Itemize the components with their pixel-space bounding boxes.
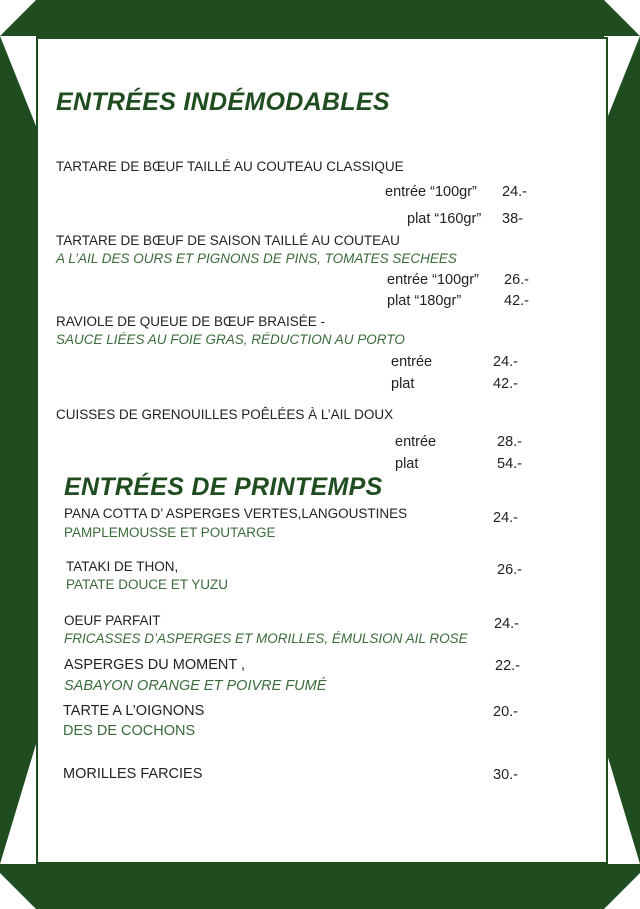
item-name: OEUF PARFAIT (64, 613, 161, 628)
option-label: plat “180gr” (387, 293, 462, 309)
section-title-classics: ENTRÉES INDÉMODABLES (56, 88, 390, 116)
corner-bottom-left (0, 873, 36, 909)
corner-top-right (604, 0, 640, 36)
item-name: ASPERGES DU MOMENT , (64, 657, 246, 673)
option-label: entrée “100gr” (385, 184, 477, 200)
item-name: TATAKI DE THON, (66, 559, 179, 574)
item-name: TARTE A L’OIGNONS (63, 703, 205, 719)
option-label: entrée “100gr” (387, 272, 479, 288)
option-label: entrée (395, 434, 437, 450)
option-price: 24.- (502, 184, 527, 200)
option-price: 26.- (504, 272, 529, 288)
item-price: 24.- (494, 616, 519, 632)
left-white-band-bottom (0, 744, 36, 864)
item-description: SAUCE LIÉES AU FOIE GRAS, RÉDUCTION AU PORTO (56, 332, 405, 347)
item-description: PAMPLEMOUSSE ET POUTARGE (64, 525, 276, 540)
item-price: 22.- (495, 658, 520, 674)
item-name: RAVIOLE DE QUEUE DE BŒUF BRAISÉE - (56, 314, 326, 329)
item-name: MORILLES FARCIES (63, 766, 203, 782)
option-price: 42.- (493, 376, 518, 392)
item-price: 30.- (493, 767, 518, 783)
option-price: 28.- (497, 434, 522, 450)
section-title-spring: ENTRÉES DE PRINTEMPS (64, 473, 383, 501)
option-price: 42.- (504, 293, 529, 309)
item-price: 24.- (493, 510, 518, 526)
item-description: FRICASSES D’ASPERGES ET MORILLES, ÉMULSION AIL ROSE (64, 631, 468, 646)
corner-top-left (0, 0, 36, 36)
item-price: 26.- (497, 562, 522, 578)
right-white-band-bottom (604, 744, 640, 864)
item-description: PATATE DOUCE ET YUZU (66, 577, 229, 592)
corner-bottom-right (604, 873, 640, 909)
item-description: SABAYON ORANGE ET POIVRE FUMÉ (64, 678, 327, 694)
right-white-band-top (604, 36, 640, 126)
option-label: entrée (391, 354, 433, 370)
option-label: plat (391, 376, 415, 392)
item-name: TARTARE DE BŒUF TAILLÉ AU COUTEAU CLASSIQUE (56, 159, 404, 174)
option-price: 38- (502, 211, 523, 227)
left-white-band-top (0, 36, 36, 126)
option-price: 24.- (493, 354, 518, 370)
item-description: A L’AIL DES OURS ET PIGNONS DE PINS, TOMATES SECHEES (56, 251, 457, 266)
option-price: 54.- (497, 456, 522, 472)
item-name: TARTARE DE BŒUF DE SAISON TAILLÉ AU COUTEAU (56, 233, 400, 248)
item-name: PANA COTTA D’ ASPERGES VERTES,LANGOUSTINES (64, 506, 408, 521)
item-name: CUISSES DE GRENOUILLES POÊLÉES À L’AIL DOUX (56, 407, 394, 422)
option-label: plat “160gr” (407, 211, 482, 227)
option-label: plat (395, 456, 419, 472)
item-description: DES DE COCHONS (63, 723, 196, 739)
item-price: 20.- (493, 704, 518, 720)
